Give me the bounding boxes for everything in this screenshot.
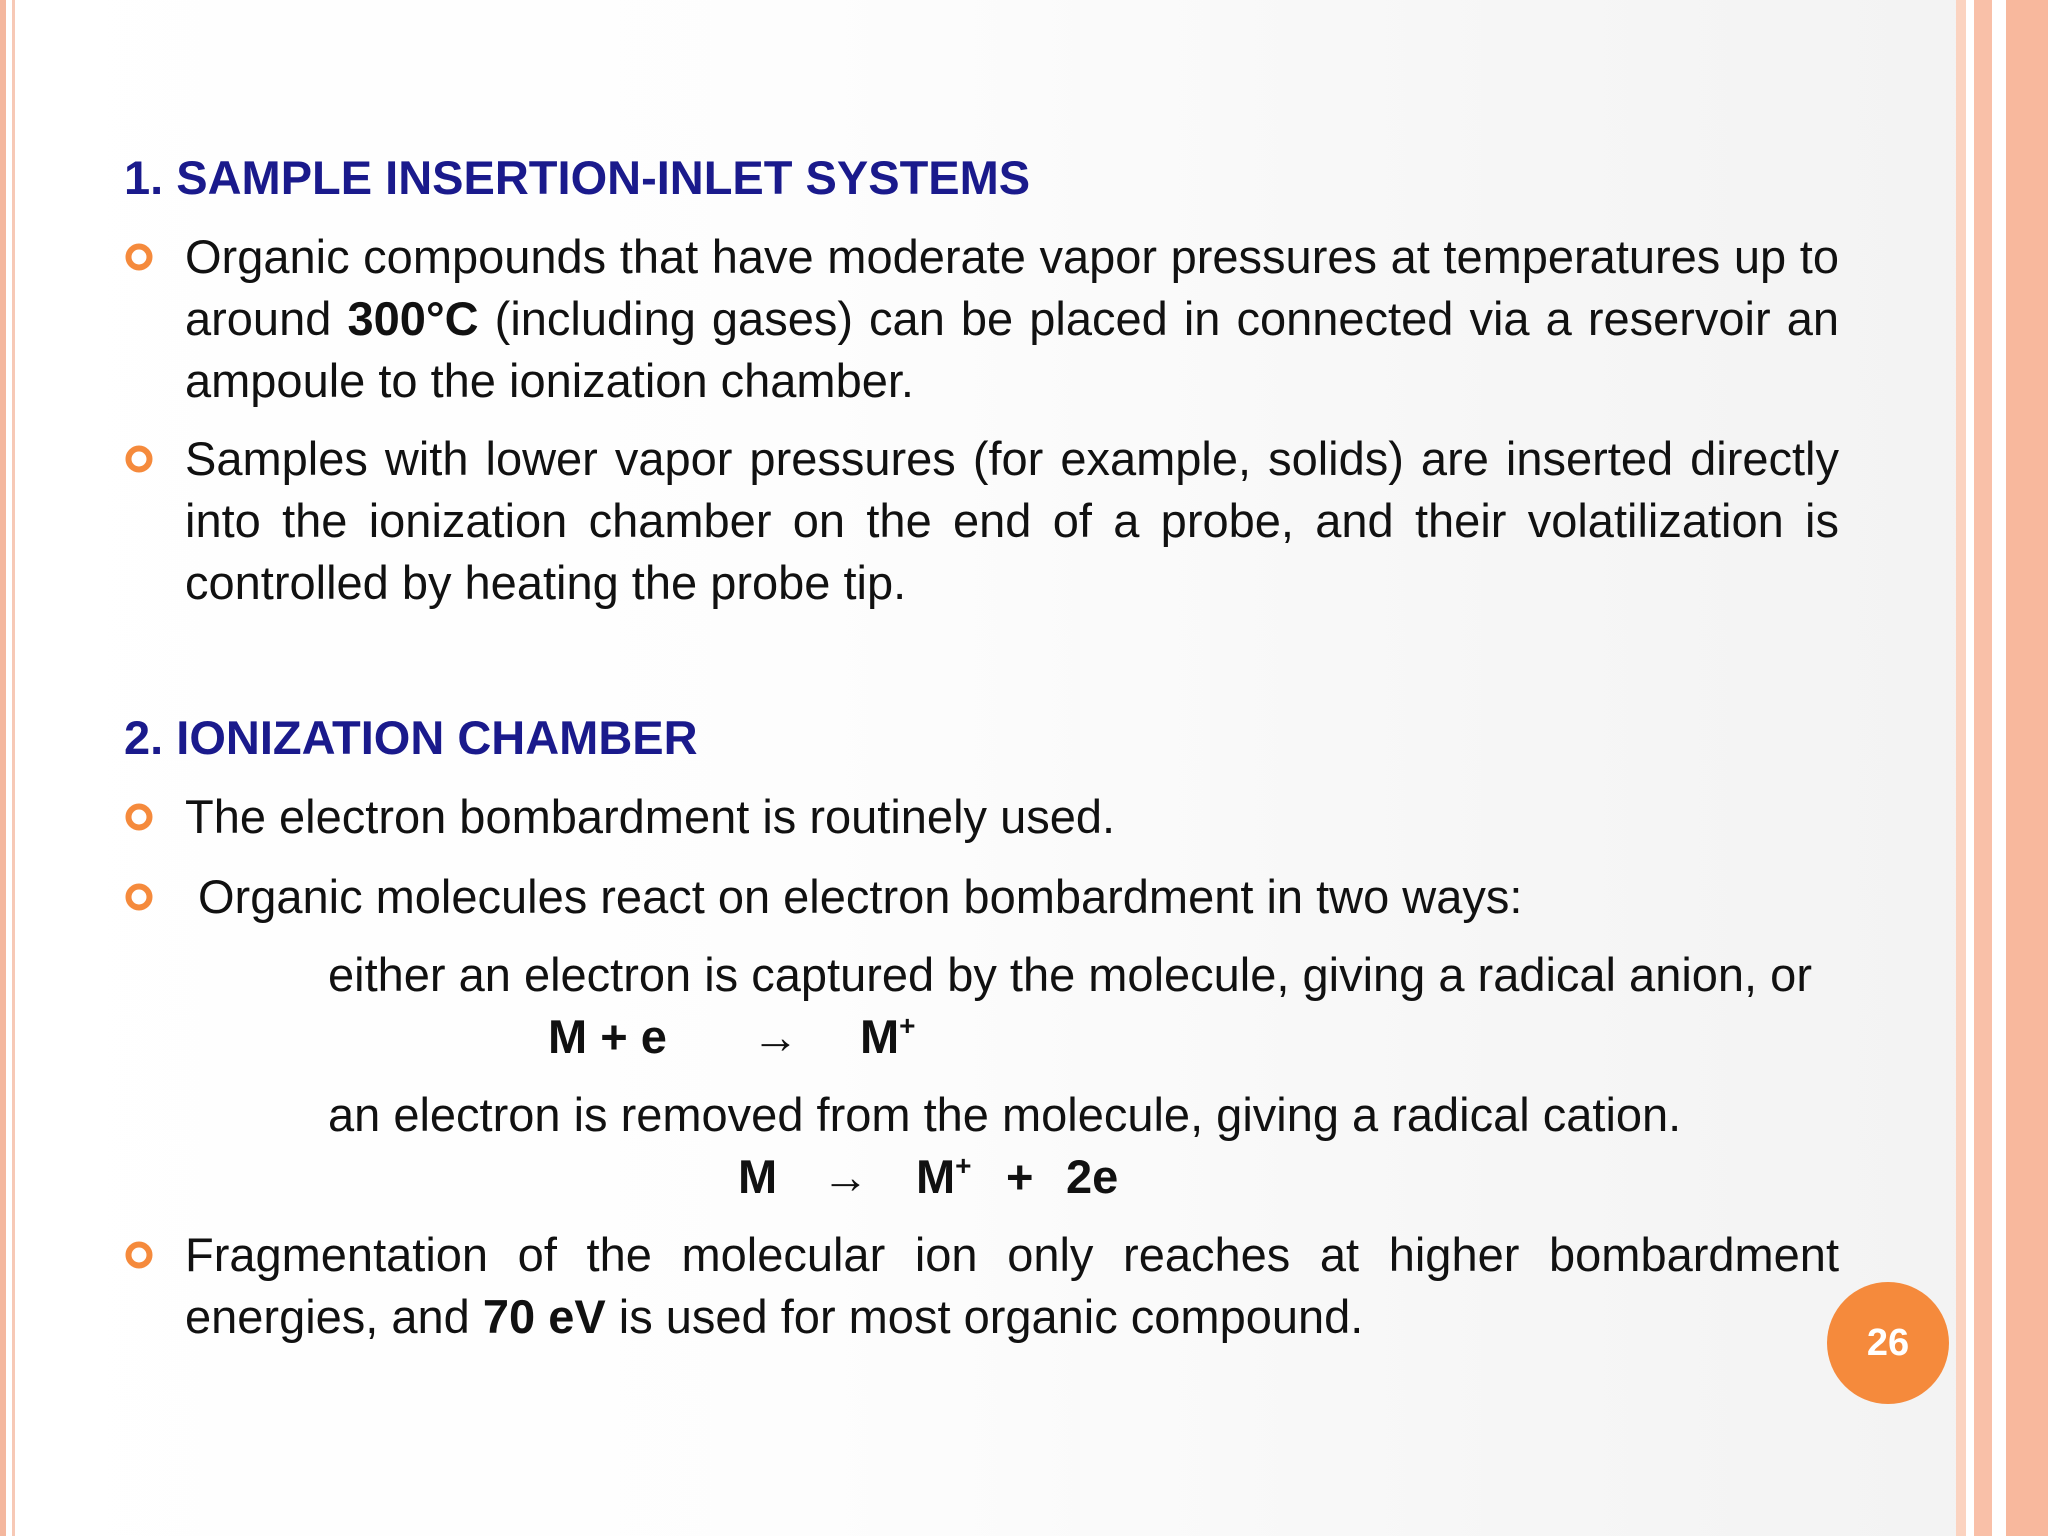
bullet-text-continued: is used for most organic compound. bbox=[605, 1290, 1364, 1343]
equation-left: M bbox=[738, 1150, 778, 1203]
hollow-circle-bullet-icon bbox=[124, 882, 154, 912]
reaction-arrow-icon: → bbox=[822, 1150, 869, 1203]
equation-product-charge: + bbox=[955, 1150, 972, 1181]
equation-product: M bbox=[916, 1150, 956, 1203]
bullet-lower-vapor-pressure: Samples with lower vapor pressures (for example, solids) are inserted directly into the ionization chamber on the end of a probe, and their volatilization is controlled by heating the probe tip. bbox=[185, 432, 1839, 609]
bullet-two-ways: Organic molecules react on electron bombardment in two ways: bbox=[198, 870, 1523, 923]
equation-tail bbox=[1066, 1146, 1118, 1208]
section-1-heading: 1. SAMPLE INSERTION-INLET SYSTEMS bbox=[124, 151, 1031, 204]
equation-plus bbox=[1006, 1146, 1033, 1208]
reaction-arrow-icon: → bbox=[752, 1010, 799, 1063]
bullet-inlet-vapor-pressure bbox=[185, 226, 1839, 412]
hollow-circle-bullet-icon bbox=[124, 802, 154, 832]
equation-right bbox=[860, 1006, 916, 1068]
sub-item-text: either an electron is captured by the molecule, giving a radical anion, or bbox=[328, 948, 1812, 1001]
page-number-badge: 26 bbox=[1827, 1282, 1949, 1404]
sub-item-text: an electron is removed from the molecule, giving a radical cation. bbox=[328, 1088, 1682, 1141]
section-2-heading: 2. IONIZATION CHAMBER bbox=[124, 711, 698, 764]
equation-plus-sign: + bbox=[1006, 1150, 1034, 1203]
bullet-text: Organic compounds that have moderate vapor pressures at temperatures up to around bbox=[185, 230, 1839, 345]
equation-product-charge: + bbox=[899, 1010, 916, 1041]
hollow-circle-bullet-icon bbox=[124, 242, 154, 272]
equation-anion bbox=[548, 1006, 667, 1068]
equation-cation-right bbox=[916, 1146, 972, 1208]
sub-item-radical-cation bbox=[328, 1084, 1839, 1146]
equation-electrons: 2e bbox=[1066, 1150, 1119, 1203]
hollow-circle-bullet-icon bbox=[124, 1240, 154, 1270]
temperature-value: 300°C bbox=[347, 292, 479, 345]
equation-left: M + e bbox=[548, 1010, 667, 1063]
bullet-text-continued: (including gases) can be placed in connected via a reservoir an ampoule to the ionization chamber. bbox=[185, 292, 1840, 407]
bullet-text: Fragmentation of the molecular ion only reaches at higher bombardment energies, and bbox=[185, 1228, 1839, 1343]
bullet-electron-bombardment: The electron bombardment is routinely used. bbox=[185, 790, 1116, 843]
equation-cation-left bbox=[738, 1146, 777, 1208]
hollow-circle-bullet-icon bbox=[124, 444, 154, 474]
sub-item-radical-anion bbox=[328, 944, 1839, 1006]
energy-value: 70 eV bbox=[482, 1290, 606, 1343]
bullet-fragmentation bbox=[185, 1224, 1839, 1348]
equation-product: M bbox=[860, 1010, 900, 1063]
